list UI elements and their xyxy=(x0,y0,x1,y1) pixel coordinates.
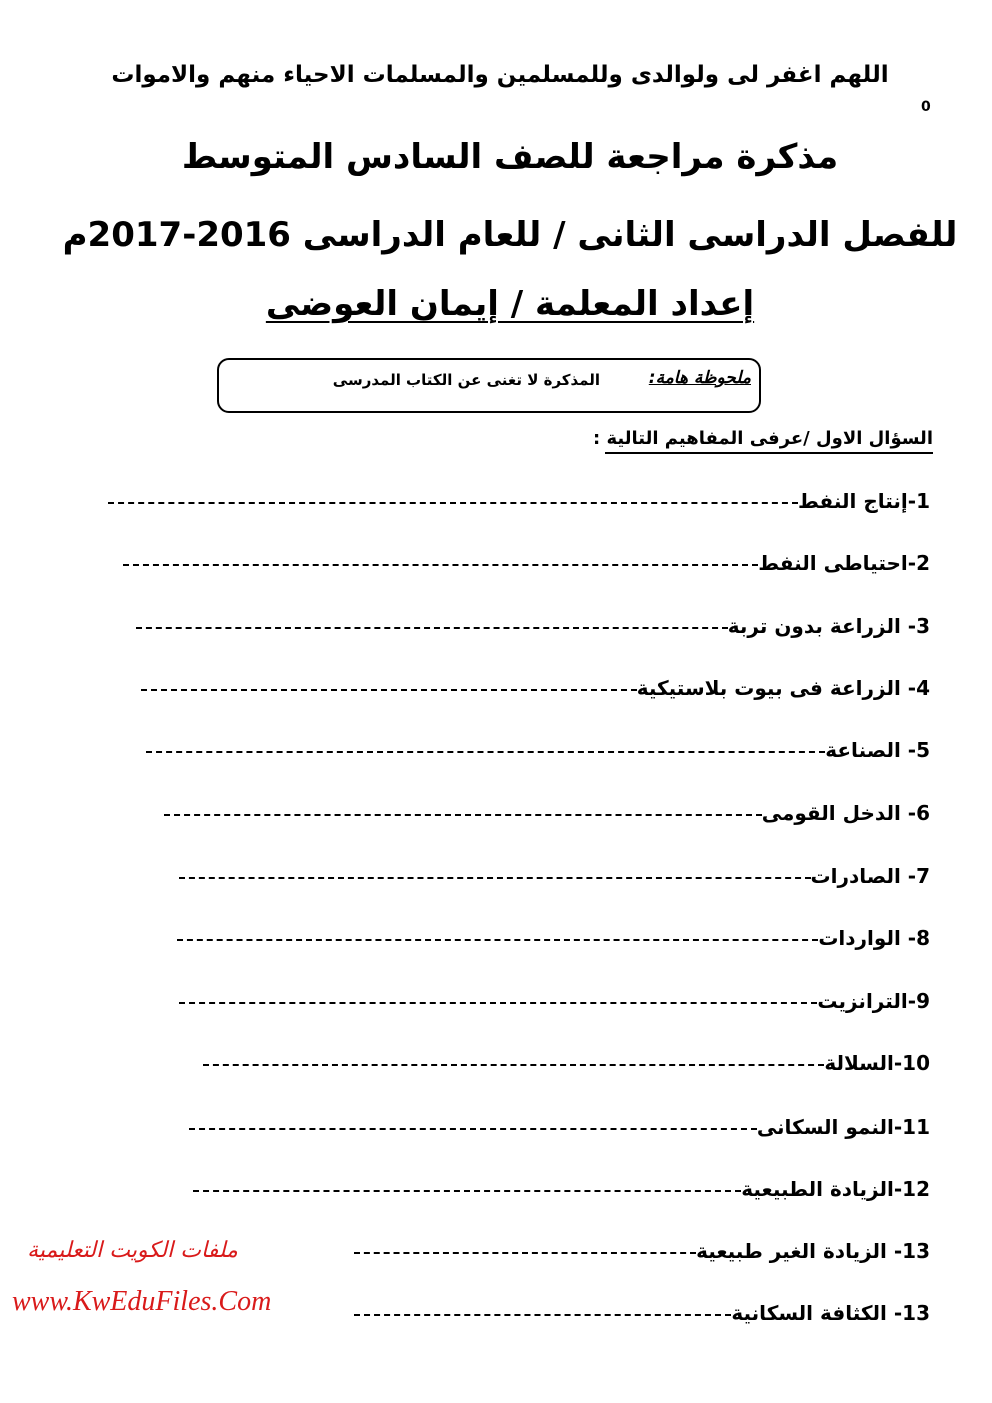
list-item xyxy=(203,1050,930,1076)
list-item xyxy=(108,488,930,514)
teacher-credit xyxy=(60,284,960,324)
watermark-arabic: ملفات الكويت التعليمية xyxy=(27,1238,238,1263)
item-label: 6- الدخل القومى xyxy=(761,801,930,825)
teacher-credit-text: إعداد المعلمة / إيمان العوضى xyxy=(265,284,755,324)
list-item xyxy=(123,550,930,576)
list-item xyxy=(136,613,930,639)
answer-blank xyxy=(108,502,798,504)
answer-blank xyxy=(179,877,811,879)
note-label: ملحوظة هامة: xyxy=(648,368,751,388)
question-1-heading: السؤال الاول /عرفى المفاهيم التالية : xyxy=(605,428,933,454)
page-number: 0 xyxy=(921,99,931,115)
watermark-url: www.KwEduFiles.Com xyxy=(12,1286,272,1317)
item-label: 2-احتياطى النفط xyxy=(758,551,930,575)
answer-blank xyxy=(146,751,825,753)
item-label: 1-إنتاج النفط xyxy=(798,489,930,513)
dua-header: اللهم اغفر لى ولوالدى وللمسلمين والمسلمات الاحياء منهم والاموات xyxy=(111,62,889,88)
list-item xyxy=(179,863,930,889)
answer-blank xyxy=(203,1064,824,1066)
item-label: 10-السلالة xyxy=(824,1051,930,1075)
answer-blank xyxy=(164,814,762,816)
list-item xyxy=(354,1300,930,1326)
list-item xyxy=(141,675,930,701)
item-label: 13- الزيادة الغير طبيعية xyxy=(696,1239,930,1263)
list-item xyxy=(179,988,930,1014)
list-item xyxy=(189,1114,930,1140)
list-item xyxy=(164,800,930,826)
item-label: 12-الزيادة الطبيعية xyxy=(741,1177,930,1201)
item-label: 3- الزراعة بدون تربة xyxy=(727,614,930,638)
answer-blank xyxy=(136,627,728,629)
answer-blank xyxy=(179,1002,817,1004)
answer-blank xyxy=(177,939,818,941)
item-label: 7- الصادرات xyxy=(810,864,930,888)
title-line-2: للفصل الدراسى الثانى / للعام الدراسى 2016-2017م xyxy=(62,215,958,255)
answer-blank xyxy=(123,564,758,566)
answer-blank xyxy=(189,1128,757,1130)
item-label: 11-النمو السكانى xyxy=(756,1115,930,1139)
item-label: 8- الواردات xyxy=(818,926,930,950)
answer-blank xyxy=(193,1190,741,1192)
item-label: 9-الترانزيت xyxy=(817,989,930,1013)
answer-blank xyxy=(354,1252,696,1254)
list-item xyxy=(193,1176,930,1202)
title-line-1: مذكرة مراجعة للصف السادس المتوسط xyxy=(181,137,839,177)
list-item xyxy=(354,1238,930,1264)
list-item xyxy=(177,925,930,951)
item-label: 13- الكثافة السكانية xyxy=(731,1301,930,1325)
answer-blank xyxy=(354,1314,731,1316)
answer-blank xyxy=(141,689,637,691)
list-item xyxy=(146,737,930,763)
item-label: 5- الصناعة xyxy=(825,738,930,762)
note-text: المذكرة لا تغنى عن الكتاب المدرسى xyxy=(332,371,600,389)
item-label: 4- الزراعة فى بيوت بلاستيكية xyxy=(636,676,930,700)
